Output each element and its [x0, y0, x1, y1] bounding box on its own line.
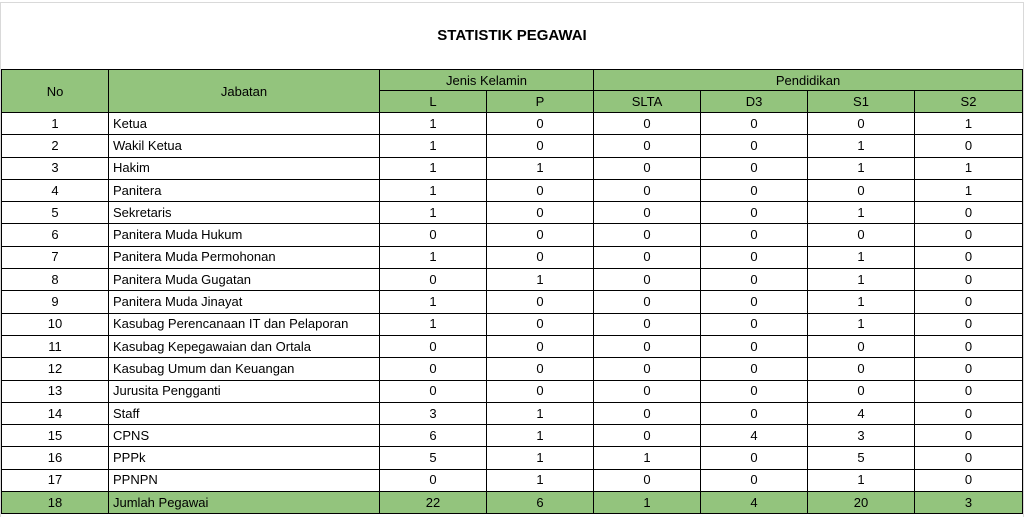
cell-jabatan: PPPk [109, 447, 380, 469]
cell-d3: 0 [701, 157, 808, 179]
cell-l: 1 [380, 135, 487, 157]
cell-s1: 1 [808, 135, 915, 157]
cell-no: 14 [2, 402, 109, 424]
cell-slta: 0 [594, 113, 701, 135]
cell-l: 1 [380, 291, 487, 313]
header-d3: D3 [701, 91, 808, 113]
cell-jabatan: Panitera [109, 179, 380, 201]
cell-no: 11 [2, 335, 109, 357]
cell-slta: 0 [594, 179, 701, 201]
cell-d3: 0 [701, 447, 808, 469]
cell-p: 1 [487, 447, 594, 469]
cell-jabatan: Panitera Muda Gugatan [109, 269, 380, 291]
cell-s2: 0 [915, 402, 1023, 424]
cell-s1: 1 [808, 313, 915, 335]
cell-jabatan: Kasubag Kepegawaian dan Ortala [109, 335, 380, 357]
cell-slta: 0 [594, 402, 701, 424]
cell-slta: 0 [594, 202, 701, 224]
cell-p: 0 [487, 335, 594, 357]
table-row [2, 358, 1023, 380]
cell-s2: 0 [915, 313, 1023, 335]
cell-jabatan: Panitera Muda Hukum [109, 224, 380, 246]
header-row-1 [2, 70, 1023, 91]
header-s1: S1 [808, 91, 915, 113]
cell-d3: 4 [701, 425, 808, 447]
cell-s2: 0 [915, 246, 1023, 268]
cell-slta: 0 [594, 335, 701, 357]
cell-jabatan: Jurusita Pengganti [109, 380, 380, 402]
cell-l: 0 [380, 469, 487, 491]
cell-l: 0 [380, 269, 487, 291]
cell-s2: 0 [915, 425, 1023, 447]
cell-slta: 0 [594, 425, 701, 447]
cell-l: 0 [380, 358, 487, 380]
cell-no: 3 [2, 157, 109, 179]
table-row [2, 135, 1023, 157]
cell-p: 1 [487, 469, 594, 491]
cell-s1: 3 [808, 425, 915, 447]
cell-no: 8 [2, 269, 109, 291]
cell-d3: 0 [701, 269, 808, 291]
cell-s1: 1 [808, 291, 915, 313]
cell-s1: 1 [808, 246, 915, 268]
cell-l: 3 [380, 402, 487, 424]
cell-no: 9 [2, 291, 109, 313]
cell-d3: 0 [701, 179, 808, 201]
table-row [2, 425, 1023, 447]
cell-no: 7 [2, 246, 109, 268]
cell-jabatan: Hakim [109, 157, 380, 179]
cell-jabatan: Sekretaris [109, 202, 380, 224]
cell-slta: 0 [594, 358, 701, 380]
cell-no: 1 [2, 113, 109, 135]
cell-s1: 0 [808, 358, 915, 380]
header-pendidikan: Pendidikan [594, 70, 1023, 91]
cell-p: 0 [487, 135, 594, 157]
cell-s1: 0 [808, 113, 915, 135]
cell-jabatan: PPNPN [109, 469, 380, 491]
cell-s1: 0 [808, 335, 915, 357]
cell-s2: 0 [915, 135, 1023, 157]
cell-s2: 0 [915, 269, 1023, 291]
cell-slta: 0 [594, 469, 701, 491]
cell-no: 5 [2, 202, 109, 224]
cell-p: 1 [487, 157, 594, 179]
cell-no: 10 [2, 313, 109, 335]
cell-no: 15 [2, 425, 109, 447]
cell-l: 1 [380, 313, 487, 335]
cell-d3: 0 [701, 135, 808, 157]
cell-no: 12 [2, 358, 109, 380]
cell-s2: 0 [915, 335, 1023, 357]
cell-d3: 0 [701, 313, 808, 335]
total-l: 22 [380, 492, 487, 514]
cell-s2: 1 [915, 113, 1023, 135]
cell-l: 5 [380, 447, 487, 469]
cell-d3: 0 [701, 224, 808, 246]
cell-s2: 0 [915, 447, 1023, 469]
cell-l: 1 [380, 246, 487, 268]
cell-s1: 1 [808, 469, 915, 491]
cell-p: 1 [487, 402, 594, 424]
cell-jabatan: Wakil Ketua [109, 135, 380, 157]
table-row [2, 313, 1023, 335]
cell-s2: 1 [915, 179, 1023, 201]
cell-p: 1 [487, 425, 594, 447]
table-row [2, 469, 1023, 491]
cell-s2: 0 [915, 202, 1023, 224]
cell-jabatan: Kasubag Umum dan Keuangan [109, 358, 380, 380]
cell-s2: 0 [915, 380, 1023, 402]
cell-d3: 0 [701, 246, 808, 268]
cell-no: 6 [2, 224, 109, 246]
cell-slta: 0 [594, 246, 701, 268]
cell-p: 0 [487, 246, 594, 268]
cell-slta: 0 [594, 380, 701, 402]
cell-d3: 0 [701, 380, 808, 402]
cell-no: 13 [2, 380, 109, 402]
total-s2: 3 [915, 492, 1023, 514]
cell-s1: 5 [808, 447, 915, 469]
table-row [2, 402, 1023, 424]
cell-l: 1 [380, 157, 487, 179]
cell-no: 16 [2, 447, 109, 469]
table-row [2, 269, 1023, 291]
cell-l: 1 [380, 113, 487, 135]
cell-s2: 0 [915, 469, 1023, 491]
header-jabatan: Jabatan [109, 70, 380, 113]
cell-p: 0 [487, 291, 594, 313]
table-body [2, 113, 1023, 514]
page-title: STATISTIK PEGAWAI [437, 27, 587, 44]
cell-s1: 0 [808, 380, 915, 402]
cell-d3: 0 [701, 469, 808, 491]
cell-s2: 1 [915, 157, 1023, 179]
table-row [2, 113, 1023, 135]
total-no: 18 [2, 492, 109, 514]
cell-d3: 0 [701, 291, 808, 313]
header-s2: S2 [915, 91, 1023, 113]
table-row [2, 246, 1023, 268]
cell-jabatan: Staff [109, 402, 380, 424]
header-jenis-kelamin: Jenis Kelamin [380, 70, 594, 91]
cell-slta: 0 [594, 135, 701, 157]
cell-no: 17 [2, 469, 109, 491]
cell-d3: 0 [701, 335, 808, 357]
cell-s2: 0 [915, 291, 1023, 313]
cell-no: 2 [2, 135, 109, 157]
total-s1: 20 [808, 492, 915, 514]
table-row [2, 179, 1023, 201]
cell-l: 0 [380, 224, 487, 246]
total-row [2, 492, 1023, 514]
staff-statistics-table [1, 69, 1023, 514]
cell-p: 0 [487, 113, 594, 135]
table-row [2, 202, 1023, 224]
cell-l: 1 [380, 202, 487, 224]
total-p: 6 [487, 492, 594, 514]
table-row [2, 447, 1023, 469]
table-row [2, 380, 1023, 402]
cell-jabatan: Kasubag Perencanaan IT dan Pelaporan [109, 313, 380, 335]
cell-p: 0 [487, 224, 594, 246]
cell-slta: 0 [594, 291, 701, 313]
cell-s1: 1 [808, 157, 915, 179]
cell-jabatan: Panitera Muda Jinayat [109, 291, 380, 313]
cell-d3: 0 [701, 202, 808, 224]
cell-slta: 0 [594, 157, 701, 179]
cell-slta: 0 [594, 313, 701, 335]
cell-s1: 1 [808, 202, 915, 224]
cell-p: 0 [487, 202, 594, 224]
header-no: No [2, 70, 109, 113]
cell-d3: 0 [701, 358, 808, 380]
cell-p: 1 [487, 269, 594, 291]
table-row [2, 224, 1023, 246]
cell-l: 0 [380, 380, 487, 402]
cell-s2: 0 [915, 224, 1023, 246]
total-d3: 4 [701, 492, 808, 514]
cell-s1: 4 [808, 402, 915, 424]
cell-l: 1 [380, 179, 487, 201]
total-label: Jumlah Pegawai [109, 492, 380, 514]
cell-d3: 0 [701, 402, 808, 424]
total-slta: 1 [594, 492, 701, 514]
cell-s1: 0 [808, 224, 915, 246]
cell-d3: 0 [701, 113, 808, 135]
table-row [2, 335, 1023, 357]
cell-s1: 0 [808, 179, 915, 201]
cell-slta: 1 [594, 447, 701, 469]
cell-s2: 0 [915, 358, 1023, 380]
cell-p: 0 [487, 358, 594, 380]
cell-p: 0 [487, 380, 594, 402]
cell-p: 0 [487, 313, 594, 335]
table-row [2, 157, 1023, 179]
header-slta: SLTA [594, 91, 701, 113]
cell-jabatan: Panitera Muda Permohonan [109, 246, 380, 268]
cell-jabatan: Ketua [109, 113, 380, 135]
cell-jabatan: CPNS [109, 425, 380, 447]
cell-no: 4 [2, 179, 109, 201]
header-p: P [487, 91, 594, 113]
cell-slta: 0 [594, 224, 701, 246]
header-l: L [380, 91, 487, 113]
cell-l: 0 [380, 335, 487, 357]
cell-slta: 0 [594, 269, 701, 291]
cell-s1: 1 [808, 269, 915, 291]
cell-p: 0 [487, 179, 594, 201]
table-row [2, 291, 1023, 313]
cell-l: 6 [380, 425, 487, 447]
